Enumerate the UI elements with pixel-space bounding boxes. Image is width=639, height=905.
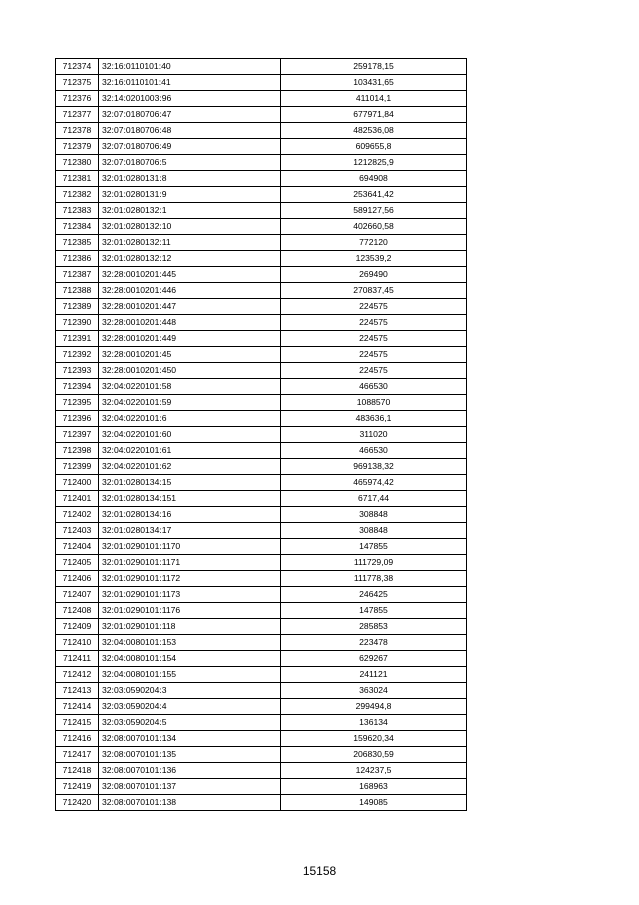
row-id-cell: 712406 <box>56 571 99 587</box>
row-id-cell: 712390 <box>56 315 99 331</box>
row-id-cell: 712394 <box>56 379 99 395</box>
value-cell: 402660,58 <box>281 219 467 235</box>
value-cell: 270837,45 <box>281 283 467 299</box>
cadastral-number-cell: 32:28:0010201:448 <box>99 315 281 331</box>
cadastral-number-cell: 32:08:0070101:134 <box>99 731 281 747</box>
value-cell: 772120 <box>281 235 467 251</box>
table-row <box>56 779 467 795</box>
table-row <box>56 731 467 747</box>
cadastral-number-cell: 32:01:0290101:118 <box>99 619 281 635</box>
cadastral-number-cell: 32:01:0280134:15 <box>99 475 281 491</box>
cadastral-number-cell: 32:01:0280132:12 <box>99 251 281 267</box>
value-cell: 609655,8 <box>281 139 467 155</box>
value-cell: 224575 <box>281 331 467 347</box>
cadastral-number-cell: 32:03:0590204:3 <box>99 683 281 699</box>
row-id-cell: 712382 <box>56 187 99 203</box>
value-cell: 308848 <box>281 523 467 539</box>
cadastral-number-cell: 32:01:0290101:1172 <box>99 571 281 587</box>
value-cell: 111729,09 <box>281 555 467 571</box>
row-id-cell: 712409 <box>56 619 99 635</box>
row-id-cell: 712414 <box>56 699 99 715</box>
row-id-cell: 712413 <box>56 683 99 699</box>
value-cell: 224575 <box>281 347 467 363</box>
page-number: 15158 <box>302 864 337 878</box>
cadastral-number-cell: 32:01:0290101:1176 <box>99 603 281 619</box>
row-id-cell: 712420 <box>56 795 99 811</box>
row-id-cell: 712391 <box>56 331 99 347</box>
table-row <box>56 555 467 571</box>
row-id-cell: 712410 <box>56 635 99 651</box>
cadastral-number-cell: 32:01:0290101:1171 <box>99 555 281 571</box>
row-id-cell: 712403 <box>56 523 99 539</box>
row-id-cell: 712376 <box>56 91 99 107</box>
table-row <box>56 267 467 283</box>
value-cell: 103431,65 <box>281 75 467 91</box>
row-id-cell: 712396 <box>56 411 99 427</box>
row-id-cell: 712400 <box>56 475 99 491</box>
cadastral-number-cell: 32:28:0010201:449 <box>99 331 281 347</box>
row-id-cell: 712408 <box>56 603 99 619</box>
cadastral-number-cell: 32:01:0280131:9 <box>99 187 281 203</box>
table-row <box>56 539 467 555</box>
table-row <box>56 427 467 443</box>
value-cell: 168963 <box>281 779 467 795</box>
row-id-cell: 712375 <box>56 75 99 91</box>
table-row <box>56 651 467 667</box>
table-row <box>56 411 467 427</box>
row-id-cell: 712404 <box>56 539 99 555</box>
data-table <box>55 58 467 811</box>
row-id-cell: 712386 <box>56 251 99 267</box>
table-row <box>56 763 467 779</box>
table-row <box>56 571 467 587</box>
row-id-cell: 712379 <box>56 139 99 155</box>
row-id-cell: 712381 <box>56 171 99 187</box>
row-id-cell: 712405 <box>56 555 99 571</box>
row-id-cell: 712378 <box>56 123 99 139</box>
row-id-cell: 712399 <box>56 459 99 475</box>
cadastral-number-cell: 32:28:0010201:446 <box>99 283 281 299</box>
row-id-cell: 712392 <box>56 347 99 363</box>
table-row <box>56 747 467 763</box>
row-id-cell: 712380 <box>56 155 99 171</box>
row-id-cell: 712401 <box>56 491 99 507</box>
value-cell: 6717,44 <box>281 491 467 507</box>
table-row <box>56 75 467 91</box>
table-row <box>56 379 467 395</box>
value-cell: 149085 <box>281 795 467 811</box>
cadastral-number-cell: 32:04:0220101:62 <box>99 459 281 475</box>
row-id-cell: 712384 <box>56 219 99 235</box>
row-id-cell: 712383 <box>56 203 99 219</box>
table-row <box>56 523 467 539</box>
cadastral-number-cell: 32:04:0220101:60 <box>99 427 281 443</box>
cadastral-number-cell: 32:04:0220101:61 <box>99 443 281 459</box>
table-row <box>56 363 467 379</box>
table-row <box>56 91 467 107</box>
cadastral-number-cell: 32:01:0280132:11 <box>99 235 281 251</box>
cadastral-number-cell: 32:08:0070101:138 <box>99 795 281 811</box>
row-id-cell: 712412 <box>56 667 99 683</box>
row-id-cell: 712411 <box>56 651 99 667</box>
table-row <box>56 619 467 635</box>
table-row <box>56 219 467 235</box>
value-cell: 123539,2 <box>281 251 467 267</box>
value-cell: 1212825,9 <box>281 155 467 171</box>
value-cell: 269490 <box>281 267 467 283</box>
table-row <box>56 395 467 411</box>
table-row <box>56 331 467 347</box>
table-row <box>56 699 467 715</box>
value-cell: 466530 <box>281 443 467 459</box>
value-cell: 363024 <box>281 683 467 699</box>
table-row <box>56 187 467 203</box>
table-row <box>56 587 467 603</box>
cadastral-number-cell: 32:07:0180706:47 <box>99 107 281 123</box>
table-row <box>56 315 467 331</box>
value-cell: 299494,8 <box>281 699 467 715</box>
value-cell: 285853 <box>281 619 467 635</box>
cadastral-number-cell: 32:08:0070101:137 <box>99 779 281 795</box>
value-cell: 465974,42 <box>281 475 467 491</box>
cadastral-number-cell: 32:03:0590204:4 <box>99 699 281 715</box>
value-cell: 224575 <box>281 299 467 315</box>
table-row <box>56 155 467 171</box>
cadastral-number-cell: 32:16:0110101:41 <box>99 75 281 91</box>
row-id-cell: 712418 <box>56 763 99 779</box>
table-row <box>56 635 467 651</box>
row-id-cell: 712374 <box>56 59 99 75</box>
value-cell: 311020 <box>281 427 467 443</box>
cadastral-number-cell: 32:01:0280131:8 <box>99 171 281 187</box>
cadastral-number-cell: 32:01:0280132:1 <box>99 203 281 219</box>
value-cell: 466530 <box>281 379 467 395</box>
value-cell: 124237,5 <box>281 763 467 779</box>
table-row <box>56 475 467 491</box>
table-row <box>56 347 467 363</box>
value-cell: 253641,42 <box>281 187 467 203</box>
row-id-cell: 712407 <box>56 587 99 603</box>
table-row <box>56 235 467 251</box>
cadastral-number-cell: 32:04:0220101:59 <box>99 395 281 411</box>
row-id-cell: 712393 <box>56 363 99 379</box>
row-id-cell: 712385 <box>56 235 99 251</box>
row-id-cell: 712416 <box>56 731 99 747</box>
value-cell: 483636,1 <box>281 411 467 427</box>
cadastral-number-cell: 32:28:0010201:450 <box>99 363 281 379</box>
value-cell: 482536,08 <box>281 123 467 139</box>
cadastral-number-cell: 32:08:0070101:135 <box>99 747 281 763</box>
table-row <box>56 507 467 523</box>
cadastral-number-cell: 32:08:0070101:136 <box>99 763 281 779</box>
cadastral-number-cell: 32:14:0201003:96 <box>99 91 281 107</box>
row-id-cell: 712377 <box>56 107 99 123</box>
cadastral-number-cell: 32:01:0290101:1173 <box>99 587 281 603</box>
table-row <box>56 443 467 459</box>
cadastral-number-cell: 32:07:0180706:49 <box>99 139 281 155</box>
value-cell: 1088570 <box>281 395 467 411</box>
value-cell: 136134 <box>281 715 467 731</box>
value-cell: 159620,34 <box>281 731 467 747</box>
table-row <box>56 171 467 187</box>
cadastral-number-cell: 32:07:0180706:5 <box>99 155 281 171</box>
value-cell: 308848 <box>281 507 467 523</box>
table-row <box>56 107 467 123</box>
table-row <box>56 715 467 731</box>
table-row <box>56 123 467 139</box>
table-row <box>56 59 467 75</box>
cadastral-number-cell: 32:03:0590204:5 <box>99 715 281 731</box>
cadastral-number-cell: 32:28:0010201:447 <box>99 299 281 315</box>
value-cell: 147855 <box>281 603 467 619</box>
table-row <box>56 283 467 299</box>
value-cell: 694908 <box>281 171 467 187</box>
table-row <box>56 203 467 219</box>
row-id-cell: 712387 <box>56 267 99 283</box>
value-cell: 259178,15 <box>281 59 467 75</box>
row-id-cell: 712398 <box>56 443 99 459</box>
cadastral-number-cell: 32:28:0010201:445 <box>99 267 281 283</box>
value-cell: 969138,32 <box>281 459 467 475</box>
row-id-cell: 712415 <box>56 715 99 731</box>
value-cell: 224575 <box>281 363 467 379</box>
cadastral-number-cell: 32:01:0290101:1170 <box>99 539 281 555</box>
cadastral-number-cell: 32:07:0180706:48 <box>99 123 281 139</box>
cadastral-number-cell: 32:01:0280134:16 <box>99 507 281 523</box>
cadastral-number-cell: 32:04:0220101:6 <box>99 411 281 427</box>
cadastral-number-cell: 32:28:0010201:45 <box>99 347 281 363</box>
cadastral-number-cell: 32:04:0080101:154 <box>99 651 281 667</box>
cadastral-number-cell: 32:16:0110101:40 <box>99 59 281 75</box>
table-row <box>56 251 467 267</box>
row-id-cell: 712397 <box>56 427 99 443</box>
cadastral-number-cell: 32:04:0220101:58 <box>99 379 281 395</box>
value-cell: 246425 <box>281 587 467 603</box>
row-id-cell: 712395 <box>56 395 99 411</box>
table-row <box>56 491 467 507</box>
value-cell: 206830,59 <box>281 747 467 763</box>
table-row <box>56 795 467 811</box>
table-row <box>56 683 467 699</box>
table-row <box>56 299 467 315</box>
row-id-cell: 712417 <box>56 747 99 763</box>
row-id-cell: 712389 <box>56 299 99 315</box>
cadastral-number-cell: 32:01:0280134:17 <box>99 523 281 539</box>
value-cell: 111778,38 <box>281 571 467 587</box>
row-id-cell: 712388 <box>56 283 99 299</box>
cadastral-number-cell: 32:04:0080101:153 <box>99 635 281 651</box>
value-cell: 629267 <box>281 651 467 667</box>
value-cell: 147855 <box>281 539 467 555</box>
value-cell: 223478 <box>281 635 467 651</box>
table-row <box>56 603 467 619</box>
value-cell: 241121 <box>281 667 467 683</box>
cadastral-number-cell: 32:01:0280132:10 <box>99 219 281 235</box>
table-body <box>56 59 467 811</box>
value-cell: 677971,84 <box>281 107 467 123</box>
cadastral-number-cell: 32:01:0280134:151 <box>99 491 281 507</box>
cadastral-number-cell: 32:04:0080101:155 <box>99 667 281 683</box>
table-row <box>56 459 467 475</box>
table-row <box>56 667 467 683</box>
row-id-cell: 712419 <box>56 779 99 795</box>
value-cell: 411014,1 <box>281 91 467 107</box>
row-id-cell: 712402 <box>56 507 99 523</box>
table-row <box>56 139 467 155</box>
value-cell: 589127,56 <box>281 203 467 219</box>
value-cell: 224575 <box>281 315 467 331</box>
